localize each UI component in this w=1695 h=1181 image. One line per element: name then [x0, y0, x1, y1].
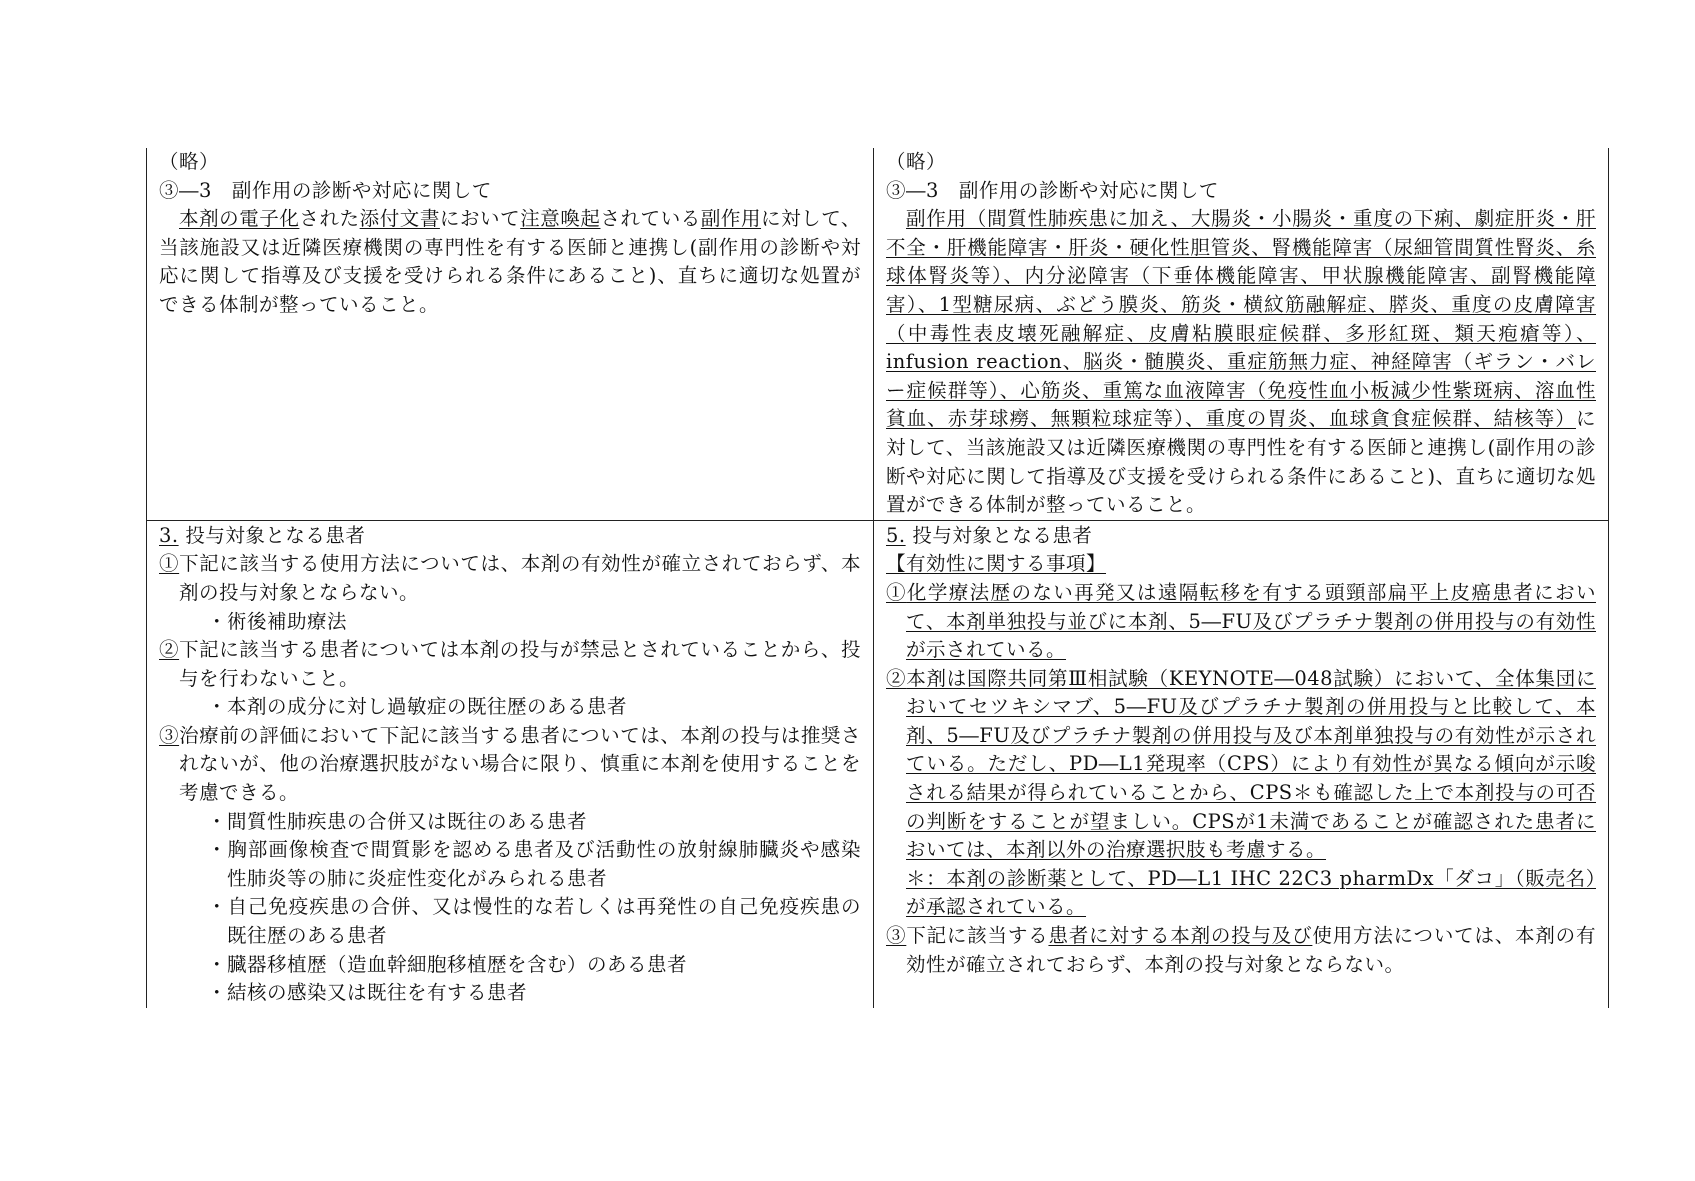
table-row — [147, 148, 1609, 520]
bullet-item: ・自己免疫疾患の合併、又は慢性的な若しくは再発性の自己免疫疾患の既往歴のある患者 — [207, 895, 861, 948]
item-text: 治療前の評価において下記に該当する患者については、本剤の投与は推奨されないが、他の治療選択肢がない場合に限り、慎重に本剤を使用することを考慮できる。 — [179, 723, 861, 805]
plain-text: 下記に該当する — [906, 924, 1049, 948]
bullet-list — [159, 608, 861, 637]
bullet-item: ・間質性肺疾患の合併又は既往のある患者 — [207, 809, 588, 833]
underlined-text: 患者に対する本剤の投与及び — [1048, 924, 1313, 948]
plain-text: されている — [600, 207, 701, 231]
heading-text: 投与対象となる患者 — [185, 523, 366, 547]
plain-text: 使用方法については、本剤の有効性が確立されておらず、本剤の投与対象とならない。 — [906, 924, 1596, 976]
item-mark: ② — [886, 666, 907, 690]
item-mark: ③ — [886, 924, 907, 948]
item-mark: ③ — [159, 723, 180, 747]
omitted-note: （略） — [886, 150, 947, 173]
right-top-cell — [874, 148, 1609, 520]
list-item — [886, 579, 1596, 665]
item-text: 本剤は国際共同第Ⅲ相試験（KEYNOTE―048試験）において、全体集団においてセツキシマブ、5―FU及びプラチナ製剤の併用投与と比較して、本剤、5―FU及びプラチナ製剤の併用投与及び本剤単独投与の有効性が示されている。ただし、PD―L1発現率（CPS）により有効性が異なる傾向が示唆される結果が得られていることから、CPS＊も確認した上で本剤投与の可否の判断をすることが望ましい。CPSが1未満であることが確認された患者においては、本剤以外の治療選択肢も考慮する。 — [906, 666, 1596, 862]
plain-text: に対して、当該施設又は近隣医療機関の専門性を有する医師と連携し(副作用の診断や対応に関して指導及び支援を受けられる条件にあること)、直ちに適切な処置ができる体制が整っていること。 — [886, 407, 1596, 517]
bullet-list — [159, 693, 861, 722]
section-heading — [159, 522, 861, 551]
plain-text: された — [299, 207, 360, 231]
bullet-item: ・胸部画像検査で間質影を認める患者及び活動性の放射線肺臓炎や感染性肺炎等の肺に炎症性変化がみられる患者 — [207, 838, 861, 890]
bullet-list — [159, 808, 861, 1008]
list-item — [886, 665, 1596, 865]
bullet-item: ・臓器移植歴（造血幹細胞移植歴を含む）のある患者 — [207, 952, 688, 976]
list-item — [159, 722, 861, 808]
bullet-item: ・術後補助療法 — [207, 609, 348, 633]
footnote: ＊：本剤の診断薬として、PD―L1 IHC 22C3 pharmDx「ダコ」（販売名）が承認されている。 — [906, 866, 1596, 919]
item-mark: ① — [886, 580, 907, 604]
heading-number: 5. — [886, 523, 906, 547]
item-mark: ② — [159, 638, 180, 662]
omitted-note: （略） — [159, 150, 220, 173]
item-text: 下記に該当する患者については本剤の投与が禁忌とされていることから、投与を行わないこと。 — [179, 638, 861, 690]
list-item — [159, 550, 861, 607]
underlined-text: 注意喚起 — [520, 207, 601, 231]
comparison-table — [146, 148, 1609, 1008]
bullet-item: ・本剤の成分に対し過敏症の既往歴のある患者 — [207, 695, 628, 719]
body-paragraph — [886, 205, 1596, 520]
underlined-text: 副作用（間質性肺疾患に加え、大腸炎・小腸炎・重度の下痢、劇症肝炎・肝不全・肝機能障害・肝炎・硬化性胆管炎、腎機能障害（尿細管間質性腎炎、糸球体腎炎等）、内分泌障害（下垂体機能障害、甲状腺機能障害、副腎機能障害）、1型糖尿病、ぶどう膜炎、筋炎・横紋筋融解症、膵炎、重度の皮膚障害（中毒性表皮壊死融解症、皮膚粘膜眼症候群、多形紅斑、類天疱瘡等）、infusion reaction、脳炎・髄膜炎、重症筋無力症、神経障害（ギラン・バレー症候群等）、心筋炎、重篤な血液障害（免疫性血小板減少性紫斑病、溶血性貧血、赤芽球癆、無顆粒球症等）、重度の胃炎、血球貪食症候群、結核等） — [886, 207, 1596, 431]
bullet-item: ・結核の感染又は既往を有する患者 — [207, 981, 528, 1005]
item-mark: ① — [159, 552, 180, 576]
plain-text: において — [439, 207, 521, 231]
item-text: 下記に該当する使用方法については、本剤の有効性が確立されておらず、本剤の投与対象とならない。 — [179, 552, 861, 604]
table-row — [147, 520, 1609, 1008]
underlined-text: 本剤の電子化 — [179, 207, 300, 231]
list-item — [886, 922, 1596, 979]
section-heading — [886, 522, 1596, 551]
item-text: 化学療法歴のない再発又は遠隔転移を有する頭頸部扁平上皮癌患者において、本剤単独投与並びに本剤、5―FU及びプラチナ製剤の併用投与の有効性が示されている。 — [906, 580, 1596, 662]
section-heading: ③―3 副作用の診断や対応に関して — [159, 178, 492, 202]
body-paragraph — [159, 205, 861, 319]
underlined-text: 副作用 — [700, 207, 762, 231]
heading-number: 3. — [159, 523, 179, 547]
left-bottom-cell — [147, 520, 874, 1008]
right-bottom-cell — [874, 520, 1609, 1008]
section-heading: ③―3 副作用の診断や対応に関して — [886, 178, 1219, 202]
heading-text: 投与対象となる患者 — [912, 523, 1093, 547]
underlined-text: 添付文書 — [359, 207, 440, 231]
left-top-cell — [147, 148, 874, 520]
list-item — [159, 636, 861, 693]
plain-text: に対して、当該施設又は近隣医療機関の専門性を有する医師と連携し(副作用の診断や対応に関して指導及び支援を受けられる条件にあること)、直ちに適切な処置ができる体制が整っていること。 — [159, 207, 861, 316]
subheading: 【有効性に関する事項】 — [886, 552, 1107, 576]
